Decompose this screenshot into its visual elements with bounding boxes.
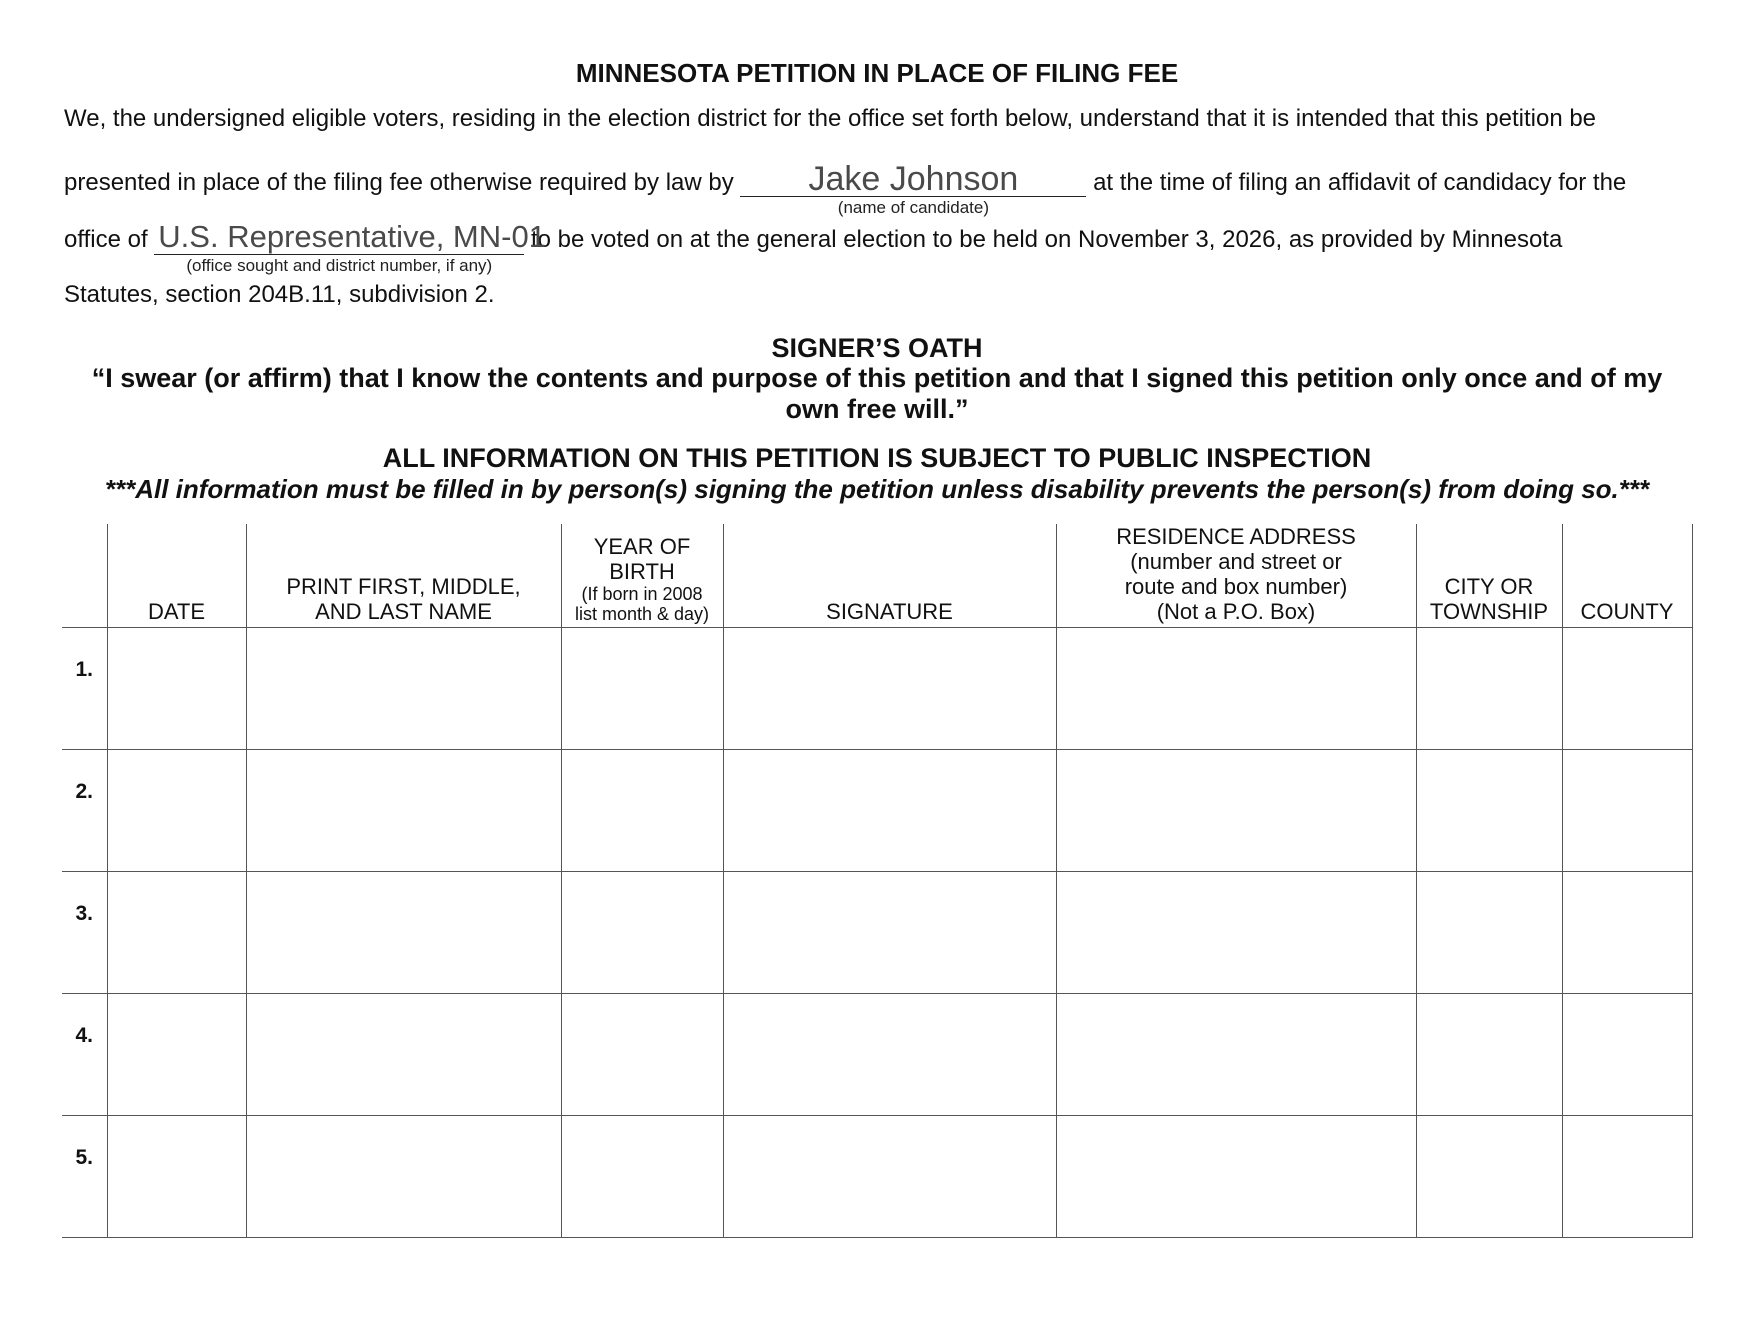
table-row [62,994,1692,1116]
intro-line-1: We, the undersigned eligible voters, residing in the election district for the office set forth below, understand that it is intended that this petition be [64,105,1597,132]
address-header-line-3: route and box number) [1124,574,1348,599]
row-number: 2. [62,750,107,872]
row-number: 3. [62,872,107,994]
year-of-birth-cell[interactable] [561,1116,723,1238]
date-cell[interactable] [107,1116,246,1238]
public-inspection-heading: ALL INFORMATION ON THIS PETITION IS SUBJECT TO PUBLIC INSPECTION [382,443,1372,473]
row-number: 5. [62,1116,107,1238]
city-township-cell[interactable] [1416,994,1562,1116]
county-header [1562,524,1692,628]
city-township-cell[interactable] [1416,872,1562,994]
name-cell[interactable] [246,994,561,1116]
address-header-line-2: (number and street or [1130,549,1342,574]
intro-line-2-after: at the time of filing an affidavit of candidacy for the [1093,169,1627,196]
name-cell[interactable] [246,872,561,994]
office-sought-field[interactable] [154,219,546,275]
document-title: MINNESOTA PETITION IN PLACE OF FILING FEE [575,58,1179,88]
residence-address-cell[interactable] [1056,750,1416,872]
signature-cell[interactable] [723,872,1056,994]
year-of-birth-cell[interactable] [561,628,723,750]
year-of-birth-header [561,524,723,628]
office-sought-caption: (office sought and district number, if any) [186,256,493,275]
city-township-cell[interactable] [1416,628,1562,750]
candidate-name-field[interactable] [740,160,1086,217]
signers-oath-text: “I swear (or affirm) that I know the contents and purpose of this petition and that I signed this petition only once and of my own free will.” [91,363,1663,424]
address-header-line-1: RESIDENCE ADDRESS [1116,524,1356,549]
year-of-birth-cell[interactable] [561,750,723,872]
row-number: 1. [62,628,107,750]
table-row [62,750,1692,872]
county-cell[interactable] [1562,1116,1692,1238]
county-header-label: COUNTY [1580,599,1674,624]
name-cell[interactable] [246,750,561,872]
city-header-line-2: TOWNSHIP [1429,599,1549,624]
name-header-line-2: AND LAST NAME [315,599,492,624]
candidate-name-caption: (name of candidate) [837,198,989,217]
table-row [62,628,1692,750]
name-header-line-1: PRINT FIRST, MIDDLE, [286,574,521,599]
signature-table [62,524,1693,1238]
signature-cell[interactable] [723,628,1056,750]
signature-header-label: SIGNATURE [826,599,953,624]
name-cell[interactable] [246,1116,561,1238]
signature-cell[interactable] [723,994,1056,1116]
signature-cell[interactable] [723,750,1056,872]
table-header-row [62,524,1692,628]
table-row [62,872,1692,994]
date-header [107,524,246,628]
table-row [62,1116,1692,1238]
yob-header-line-2: BIRTH [609,559,675,584]
signature-header [723,524,1056,628]
county-cell[interactable] [1562,872,1692,994]
name-cell[interactable] [246,628,561,750]
residence-address-cell[interactable] [1056,994,1416,1116]
county-cell[interactable] [1562,628,1692,750]
year-of-birth-cell[interactable] [561,994,723,1116]
city-township-cell[interactable] [1416,750,1562,872]
intro-line-3-before: office of [64,226,148,253]
year-of-birth-cell[interactable] [561,872,723,994]
yob-header-line-1: YEAR OF [593,534,691,559]
yob-header-note-2: list month & day) [574,604,710,624]
yob-header-note-1: (If born in 2008 [581,584,703,604]
intro-line-2 [64,160,1704,217]
residence-address-cell[interactable] [1056,872,1416,994]
date-cell[interactable] [107,872,246,994]
office-sought-value: U.S. Representative, MN-01 [154,220,524,255]
address-header-line-4: (Not a P.O. Box) [1156,599,1316,624]
intro-line-3 [64,219,1704,275]
residence-address-cell[interactable] [1056,628,1416,750]
name-header [246,524,561,628]
county-cell[interactable] [1562,994,1692,1116]
intro-line-2-before: presented in place of the filing fee otherwise required by law by [64,169,734,196]
date-cell[interactable] [107,994,246,1116]
city-header-line-1: CITY OR [1444,574,1534,599]
row-number-header [62,524,107,628]
signers-oath-heading: SIGNER’S OATH [771,333,983,363]
city-township-cell[interactable] [1416,1116,1562,1238]
signature-cell[interactable] [723,1116,1056,1238]
intro-line-4: Statutes, section 204B.11, subdivision 2. [64,281,495,308]
row-number: 4. [62,994,107,1116]
residence-address-cell[interactable] [1056,1116,1416,1238]
intro-line-3-after: to be voted on at the general election to be held on November 3, 2026, as provided by Minnesota [530,226,1563,253]
county-cell[interactable] [1562,750,1692,872]
residence-address-header [1056,524,1416,628]
public-inspection-subheading: ***All information must be filled in by person(s) signing the petition unless disability prevents the person(s) from doing so.*** [104,474,1650,504]
date-cell[interactable] [107,750,246,872]
date-cell[interactable] [107,628,246,750]
date-header-label: DATE [147,599,206,624]
candidate-name-value: Jake Johnson [740,162,1086,197]
city-township-header [1416,524,1562,628]
